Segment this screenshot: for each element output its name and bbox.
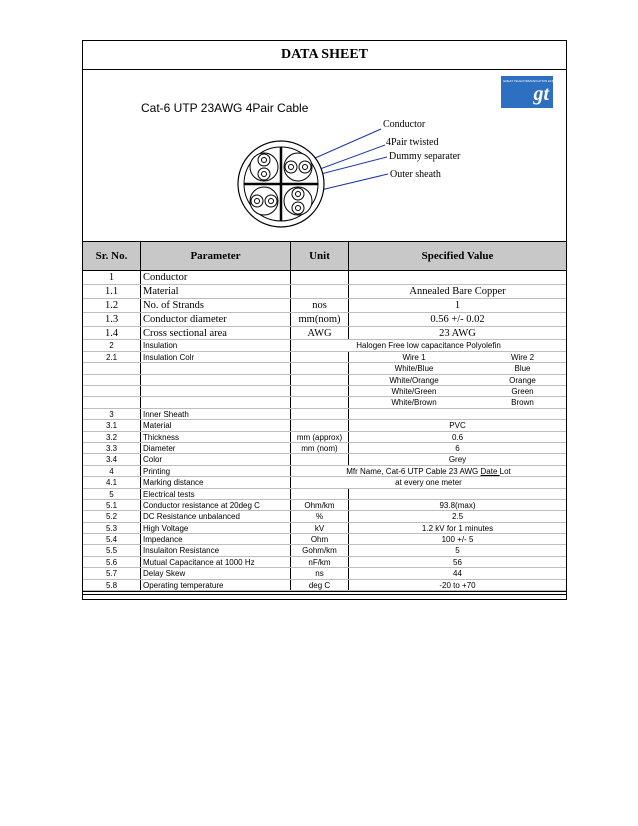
table-row (83, 477, 566, 488)
cell-sr-no (83, 363, 141, 373)
cell-parameter: Conductor diameter (141, 313, 291, 326)
cell-parameter: Diameter (141, 443, 291, 453)
printing-lot: Lot (499, 466, 511, 476)
cell-unit: mm (approx) (291, 432, 349, 442)
cell-specified-value: Grey (448, 455, 467, 465)
cell-wire-2: Orange (509, 375, 536, 385)
cell-unit: AWG (291, 327, 349, 340)
cell-sr-no: 1.4 (83, 327, 141, 340)
table-row (83, 500, 566, 511)
cell-parameter: Cross sectional area (141, 327, 291, 340)
cell-specified-value (349, 489, 566, 499)
sheet-title: DATA SHEET (83, 41, 566, 70)
cell-parameter: Material (141, 420, 291, 430)
cell-sr-no: 3.1 (83, 420, 141, 430)
cell-parameter: Insulation (141, 340, 291, 350)
cell-specified-value (349, 271, 566, 284)
table-row (83, 386, 566, 397)
cell-sr-no: 3.3 (83, 443, 141, 453)
cell-parameter: Conductor resistance at 20deg C (141, 500, 291, 510)
cell-parameter (141, 386, 291, 396)
cell-unit (291, 454, 349, 464)
table-row (83, 523, 566, 534)
cell-unit (291, 420, 349, 430)
cell-unit (291, 375, 349, 385)
pair-top-left (250, 153, 278, 181)
cell-specified-value: 44 (453, 569, 462, 579)
data-sheet (82, 40, 567, 600)
cell-specified-value: at every one meter (395, 478, 462, 488)
cell-parameter: DC Resistance unbalanced (141, 511, 291, 521)
cell-unit: Ohm/km (291, 500, 349, 510)
cable-title: Cat-6 UTP 23AWG 4Pair Cable (141, 101, 309, 115)
cell-unit: mm (nom) (291, 443, 349, 453)
table-row (83, 580, 566, 591)
cell-sr-no: 1.1 (83, 285, 141, 298)
table-header (83, 241, 566, 271)
cell-parameter: Impedance (141, 534, 291, 544)
table-row (83, 397, 566, 408)
table-row (83, 285, 566, 299)
cell-parameter: Material (141, 285, 291, 298)
cell-unit (291, 352, 349, 362)
cell-sr-no: 1.2 (83, 299, 141, 312)
cell-parameter: Insulaiton Resistance (141, 545, 291, 555)
label-conductor: Conductor (383, 119, 426, 130)
table-row (83, 420, 566, 431)
cell-sr-no (83, 375, 141, 385)
cell-wire-1: White/Blue (394, 364, 434, 374)
cell-unit: nF/km (291, 557, 349, 567)
cell-sr-no: 1.3 (83, 313, 141, 326)
cell-unit (291, 489, 349, 499)
cell-unit (291, 386, 349, 396)
header-specified-value: Specified Value (421, 250, 494, 262)
cell-specified-value: 6 (455, 443, 460, 453)
label-pairs: 4Pair twisted (386, 137, 439, 148)
cell-wire-1: Wire 1 (402, 352, 426, 362)
pair-bottom-right (284, 187, 312, 215)
cell-specified-value: 1.2 kV for 1 minutes (421, 523, 494, 533)
cell-sr-no (83, 386, 141, 396)
cell-sr-no: 5.4 (83, 534, 141, 544)
table-row (83, 454, 566, 465)
cell-unit: Gohm/km (291, 545, 349, 555)
cell-parameter: Conductor (141, 271, 291, 284)
cell-sr-no: 5.1 (83, 500, 141, 510)
cell-wire-1: White/Orange (389, 375, 439, 385)
cell-sr-no: 1 (83, 271, 141, 284)
logo-tagline: GREAT TELECOMMUNICATION EFFECT (503, 79, 560, 83)
spec-table-body (83, 271, 566, 591)
cell-sr-no: 5.2 (83, 511, 141, 521)
cell-parameter: Thickness (141, 432, 291, 442)
cell-sr-no: 3 (83, 409, 141, 419)
cell-specified-value (349, 409, 566, 419)
cable-section (238, 141, 324, 227)
cell-unit (291, 397, 349, 407)
table-row (83, 313, 566, 327)
cell-unit (291, 409, 349, 419)
cell-sr-no: 2 (83, 340, 141, 350)
cell-parameter: Insulation Colr (141, 352, 291, 362)
cell-unit: mm(nom) (291, 313, 349, 326)
cell-unit: ns (291, 568, 349, 578)
table-row (83, 375, 566, 386)
table-row (83, 489, 566, 500)
cell-parameter: No. of Strands (141, 299, 291, 312)
cell-wire-2: Blue (514, 364, 531, 374)
printing-date: Date (480, 466, 500, 476)
table-row (83, 557, 566, 568)
table-row (83, 363, 566, 374)
cell-specified-value: -20 to +70 (439, 580, 476, 590)
header-parameter: Parameter (141, 242, 291, 270)
table-row (83, 299, 566, 313)
header-sr-no: Sr. No. (83, 242, 141, 270)
label-separator: Dummy separater (389, 151, 461, 162)
cell-specified-value: 2.5 (451, 512, 464, 522)
cell-sr-no: 4.1 (83, 477, 141, 487)
cell-unit: Ohm (291, 534, 349, 544)
cell-sr-no: 5.6 (83, 557, 141, 567)
table-row (83, 443, 566, 454)
pair-bottom-left (250, 187, 278, 215)
cell-wire-1: White/Green (391, 387, 437, 397)
cell-sr-no: 5.3 (83, 523, 141, 533)
cell-wire-1: White/Brown (391, 398, 437, 408)
table-row (83, 271, 566, 285)
cell-unit (291, 271, 349, 284)
cell-sr-no (83, 397, 141, 407)
cell-specified-value: Halogen Free low capacitance Polyolefin (356, 341, 501, 351)
cell-unit: deg C (291, 580, 349, 590)
cell-wire-2: Brown (511, 398, 534, 408)
table-row (83, 534, 566, 545)
cell-specified-value: 0.56 +/- 0.02 (430, 313, 485, 325)
cell-sr-no: 5.8 (83, 580, 141, 590)
cell-specified-value: 56 (453, 557, 462, 567)
cell-parameter: Operating temperature (141, 580, 291, 590)
cell-parameter (141, 375, 291, 385)
cell-sr-no: 5 (83, 489, 141, 499)
cell-sr-no: 3.4 (83, 454, 141, 464)
table-row (83, 340, 566, 351)
cell-specified-value: 5 (455, 546, 460, 556)
cell-sr-no: 5.7 (83, 568, 141, 578)
table-end-line-1 (83, 591, 566, 592)
cell-parameter: Printing (141, 466, 291, 476)
label-sheath: Outer sheath (390, 169, 441, 180)
cell-unit (291, 285, 349, 298)
printing-text: Mfr Name, Cat-6 UTP Cable 23 AWG (346, 466, 481, 476)
table-end-line-2 (83, 594, 566, 595)
cell-wire-2: Green (511, 387, 534, 397)
cell-specified-value: Annealed Bare Copper (409, 285, 506, 297)
cell-parameter: Electrical tests (141, 489, 291, 499)
table-row (83, 352, 566, 363)
cell-specified-value (291, 466, 566, 476)
cable-cross-section-diagram (83, 70, 566, 240)
cell-parameter (141, 397, 291, 407)
cell-specified-value: 93.8(max) (439, 500, 476, 510)
cell-specified-value: 0.6 (451, 432, 464, 442)
cable-figure (83, 70, 566, 240)
cell-parameter: Color (141, 454, 291, 464)
cell-parameter: Delay Skew (141, 568, 291, 578)
cell-specified-value: 100 +/- 5 (441, 535, 474, 545)
cell-parameter: Marking distance (141, 477, 291, 487)
cell-sr-no: 5.5 (83, 545, 141, 555)
cell-unit: % (291, 511, 349, 521)
cell-parameter: High Voltage (141, 523, 291, 533)
cell-wire-2: Wire 2 (510, 352, 535, 362)
cell-unit: nos (291, 299, 349, 312)
cell-parameter: Mutual Capacitance at 1000 Hz (141, 557, 291, 567)
pair-top-right (284, 153, 312, 181)
cell-parameter: Inner Sheath (141, 409, 291, 419)
cell-unit: kV (291, 523, 349, 533)
table-row (83, 466, 566, 477)
table-row (83, 409, 566, 420)
cell-specified-value: 1 (454, 299, 461, 311)
cell-unit (291, 363, 349, 373)
header-unit: Unit (291, 242, 349, 270)
table-row (83, 327, 566, 341)
cell-sr-no: 2.1 (83, 352, 141, 362)
cell-specified-value: PVC (449, 421, 466, 431)
table-row (83, 568, 566, 579)
cell-sr-no: 4 (83, 466, 141, 476)
cell-parameter (141, 363, 291, 373)
cell-specified-value: 23 AWG (439, 327, 476, 339)
table-row (83, 545, 566, 556)
cell-sr-no: 3.2 (83, 432, 141, 442)
table-row (83, 432, 566, 443)
table-row (83, 511, 566, 522)
logo-mark: gt (533, 83, 549, 105)
